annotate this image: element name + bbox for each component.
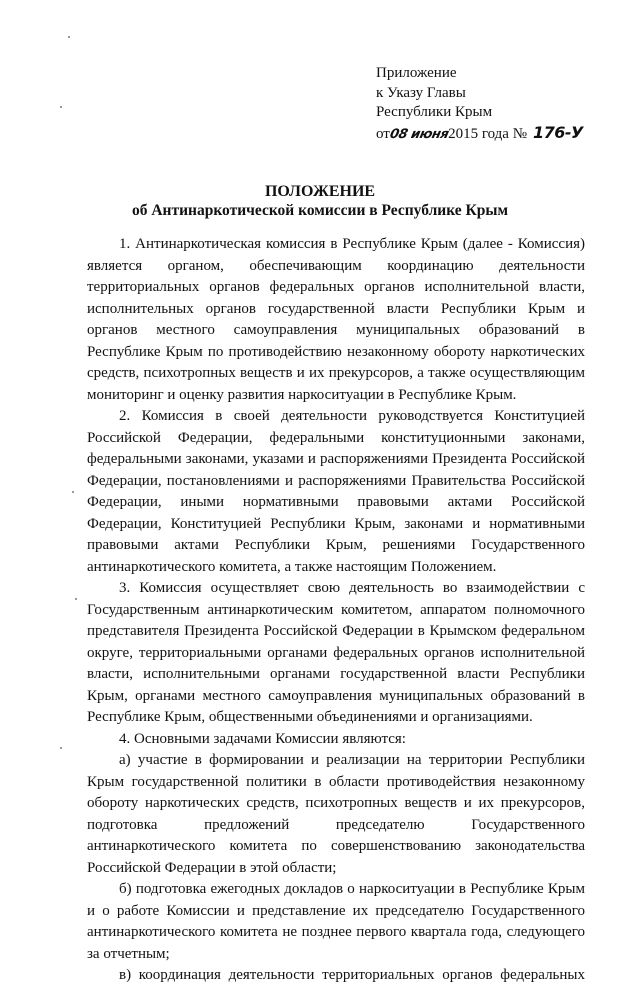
body-line: правовыми актами Республики Крым, решениями Государственного: [87, 537, 585, 553]
body-line: федеральными законами, указами и распоряжениями Президента Российской: [87, 451, 585, 467]
scan-speck: [60, 106, 62, 108]
body-line: б) подготовка ежегодных докладов о наркоситуации в Республике Крым: [119, 881, 585, 897]
body-line: Крым, органами местного самоуправления муниципальных образований в: [87, 687, 585, 704]
year-number-label: 2015 года №: [448, 125, 528, 142]
body-line: Федерации, постановлениями и распоряжениями Правительства Российской: [87, 472, 585, 489]
body-line: округе, территориальными органами федеральных органов исполнительной: [87, 644, 585, 661]
scan-speck: [75, 598, 77, 600]
body-line: Российской Федерации в этой области;: [87, 859, 337, 876]
appendix-block: [376, 64, 616, 144]
body-line: 1. Антинаркотическая комиссия в Республике Крым (далее - Комиссия): [119, 236, 585, 252]
scan-speck: [68, 36, 70, 38]
scan-speck: [60, 747, 62, 749]
body-line: антинаркотического комитета не позднее первого квартала года, следующего: [87, 924, 585, 940]
body-line: исполнительных органов государственной власти Республики Крым и: [87, 300, 585, 317]
body-line: 2. Комиссия в своей деятельности руководствуется Конституцией: [119, 408, 585, 424]
body-line: мониторинг и оценку развития наркоситуации в Республике Крым.: [87, 386, 517, 403]
body-line: и о работе Комиссии и представление их председателю Государственного: [87, 902, 585, 919]
handwritten-date: 08 июня: [388, 126, 450, 142]
body-line: является органом, обеспечивающим координацию деятельности: [87, 257, 585, 274]
body-line: за отчетным;: [87, 945, 170, 962]
body-line: в) координация деятельности территориальных органов федеральных: [119, 967, 585, 983]
body-line: 3. Комиссия осуществляет свою деятельность во взаимодействии с: [119, 580, 585, 596]
body-line: подготовка предложений председателю Государственного: [87, 816, 585, 833]
appendix-line-2: к Указу Главы: [376, 84, 466, 101]
body-line: Государственным антинаркотическим комитетом, аппаратом полномочного: [87, 601, 585, 618]
body-line: Республике Крым по противодействию незаконному обороту наркотических: [87, 343, 585, 360]
body-line: Российской Федерации, федеральными конституционными законами,: [87, 429, 585, 446]
body-line: власти, исполнительными органами государственной власти Республики: [87, 666, 585, 682]
body-line: Республике Крым, общественными объединениями и организациями.: [87, 709, 533, 725]
document-subheading: об Антинаркотической комиссии в Республике Крым: [131, 202, 509, 219]
body-line: территориальных органов федеральных органов исполнительной власти,: [87, 279, 585, 295]
body-line: органов местного самоуправления муниципальных образований в: [87, 322, 585, 338]
appendix-line-3: Республики Крым: [376, 104, 493, 120]
handwritten-number: 176-У: [533, 122, 583, 142]
body-line: обороту наркотических средств, психотропных веществ и их прекурсоров,: [87, 795, 585, 811]
body-line: Федерации, иными нормативными правовыми актами Российской: [87, 494, 585, 510]
document-heading: ПОЛОЖЕНИЕ: [264, 183, 376, 200]
scan-speck: [72, 491, 74, 493]
body-line: средств, психотропных веществ и их прекурсоров, а также осуществляющим: [87, 365, 585, 381]
document-body: [87, 234, 585, 987]
body-line: антинаркотического комитета по совершенствованию законодательства: [87, 838, 585, 854]
body-line: представителя Президента Российской Федерации в Крымском федеральном: [87, 623, 585, 639]
body-line: антинаркотического комитета, а также настоящим Положением.: [87, 558, 497, 575]
body-line: 4. Основными задачами Комиссии являются:: [119, 730, 406, 747]
body-line: а) участие в формировании и реализации на территории Республики: [119, 752, 585, 768]
appendix-line-1: Приложение: [376, 65, 457, 81]
body-line: Федерации, Конституцией Республики Крым, законами и нормативными: [87, 515, 585, 532]
body-line: Крым государственной политики в области противодействия незаконному: [87, 773, 585, 790]
from-label: от: [376, 125, 390, 142]
appendix-date-line: [376, 123, 616, 145]
